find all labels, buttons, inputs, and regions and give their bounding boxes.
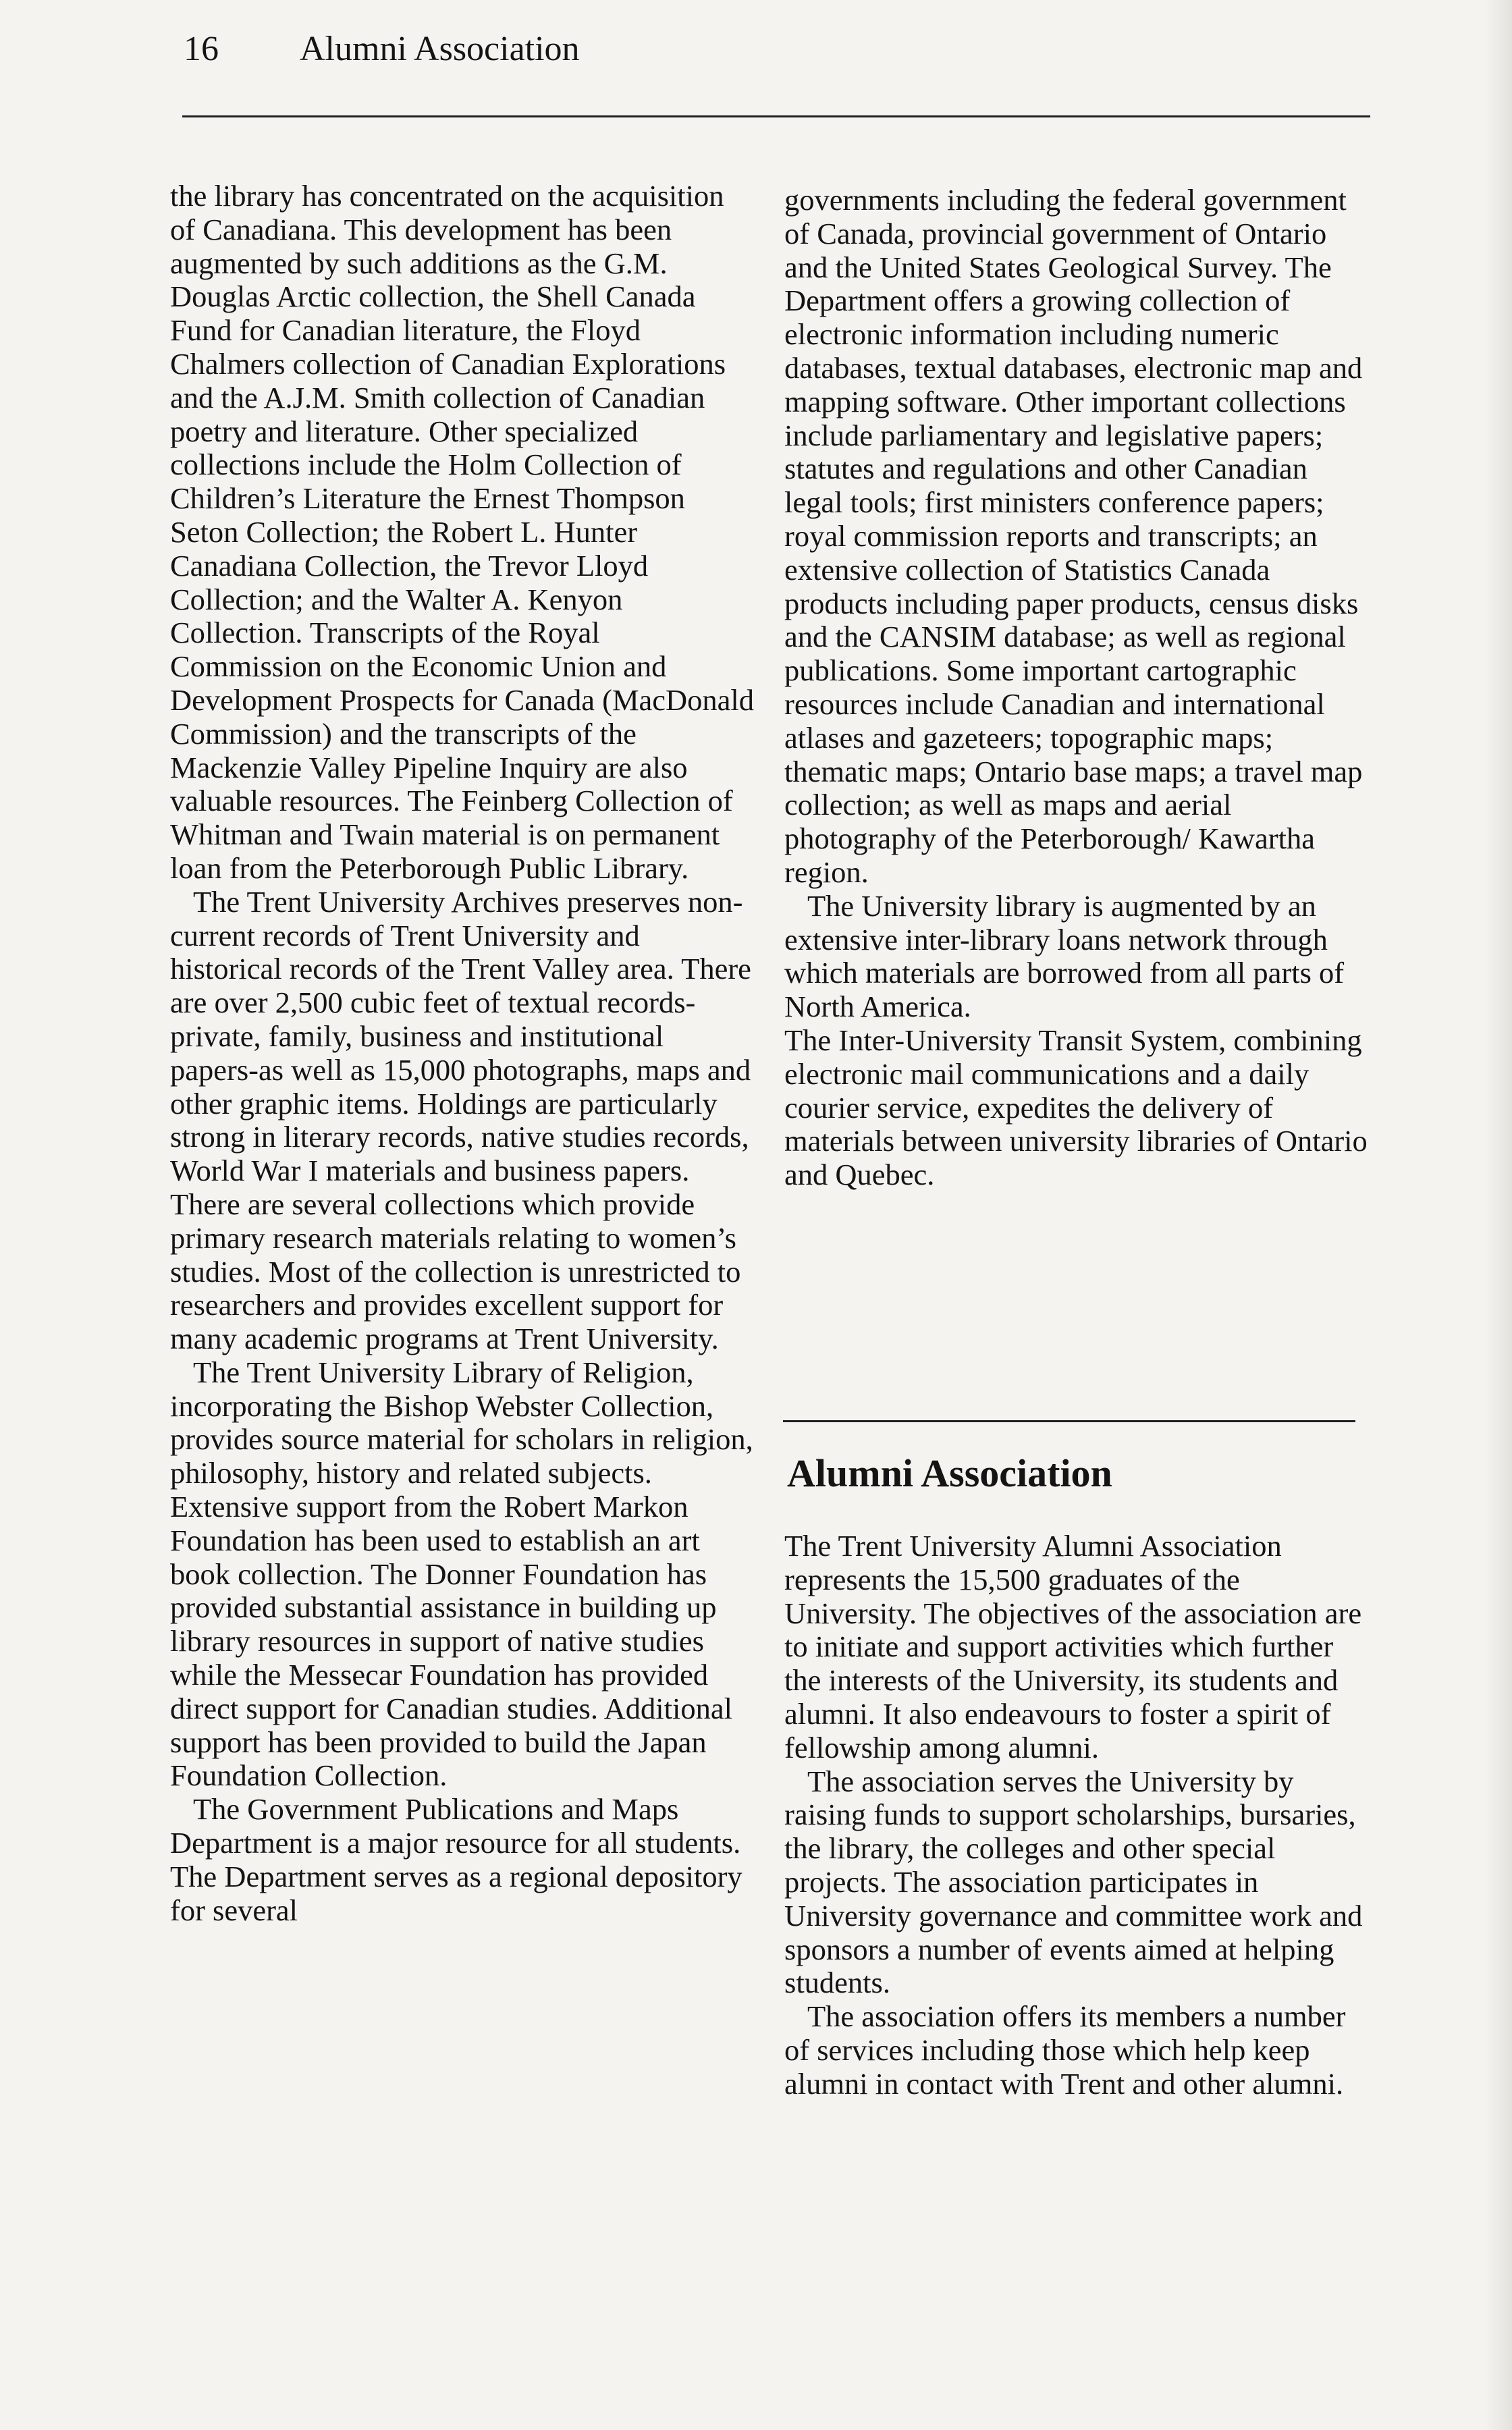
header-rule	[182, 115, 1370, 117]
paragraph-library-of-religion: The Trent University Library of Religion, incorporating the Bishop Webster Collection, provides source material for scholars in religion, philosophy, history and related subjects. Extensive support from the Robert Markon Foundation has been used to establish an art book collection. The Donner Foundation has provided substantial assistance in building up library resources in support of native studies while the Messecar Foundation has provided direct support for Canadian studies. Additional support has been provided to build the Japan Foundation Collection.	[170, 1355, 753, 1793]
paragraph-transit-system: The Inter-University Transit System, combining electronic mail communications and a daily courier service, expedites the delivery of materials between university libraries of Ontario and Quebec.	[784, 1023, 1368, 1192]
alumni-section-body	[784, 1530, 1372, 2101]
paragraph-alumni-fundraising: The association serves the University by raising funds to support scholarships, bursaries, the library, the colleges and other special projects. The association participates in University governance and committee work and sponsors a number of events aimed at helping students.	[784, 1764, 1363, 2000]
running-header	[184, 26, 580, 73]
running-title: Alumni Association	[300, 30, 580, 68]
right-column	[784, 184, 1372, 1192]
paragraph-university-archives: The Trent University Archives preserves non-current records of Trent University and historical records of the Trent Valley area. There are over 2,500 cubic feet of textual records-private, family, business and institutional papers-as well as 15,000 photographs, maps and other graphic items. Holdings are particularly strong in literary records, native studies records, World War I materials and business papers. There are several collections which provide primary research materials relating to women’s studies. Most of the collection is unrestricted to researchers and provides excellent support for many academic programs at Trent University.	[170, 884, 751, 1356]
page-number: 16	[184, 30, 219, 68]
left-column	[170, 180, 756, 1927]
paragraph-library-collections: the library has concentrated on the acquisition of Canadiana. This development has been augmented by such additions as the G.M. Douglas Arctic collection, the Shell Canada Fund for Canadian literature, the Floyd Chalmers collection of Canadian Explorations and the A.J.M. Smith collection of Canadian poetry and literature. Other specialized collections include the Holm Collection of Children’s Literature the Ernest Thompson Seton Collection; the Robert L. Hunter Canadiana Collection, the Trevor Lloyd Collection; and the Walter A. Kenyon Collection. Transcripts of the Royal Commission on the Economic Union and Development Prospects for Canada (MacDonald Commission) and the transcripts of the Mackenzie Valley Pipeline Inquiry are also valuable resources. The Feinberg Collection of Whitman and Twain material is on permanent loan from the Peterborough Public Library.	[170, 179, 755, 885]
page-edge-shadow	[1485, 0, 1512, 2430]
paragraph-government-publications: The Government Publications and Maps Department is a major resource for all students. The Department serves as a regional depository for several	[170, 1792, 742, 1927]
paragraph-alumni-association-intro: The Trent University Alumni Association represents the 15,500 graduates of the University. The objectives of the association are to initiate and support activities which further the interests of the University, its students and alumni. It also endeavours to foster a spirit of fellowship among alumni.	[784, 1529, 1362, 1764]
paragraph-government-publications-continued: governments including the federal government of Canada, provincial government of Ontario and the United States Geological Survey. The Department offers a growing collection of electronic information including numeric databases, textual databases, electronic map and mapping software. Other important collections include parliamentary and legislative papers; statutes and regulations and other Canadian legal tools; first ministers conference papers; royal commission reports and transcripts; an extensive collection of Statistics Canada products including paper products, census disks and the CANSIM database; as well as regional publications. Some important cartographic resources include Canadian and international atlases and gazeteers; topographic maps; thematic maps; Ontario base maps; a travel map collection; as well as maps and aerial photography of the Peterborough/ Kawartha region.	[784, 183, 1363, 889]
paragraph-inter-library-loans: The University library is augmented by an extensive inter-library loans network through which materials are borrowed from all parts of North America.	[784, 888, 1345, 1024]
paragraph-alumni-services: The association offers its members a number of services including those which help keep alumni in contact with Trent and other alumni.	[784, 1999, 1346, 2101]
section-rule	[783, 1420, 1355, 1422]
section-heading: Alumni Association	[787, 1451, 1112, 1495]
